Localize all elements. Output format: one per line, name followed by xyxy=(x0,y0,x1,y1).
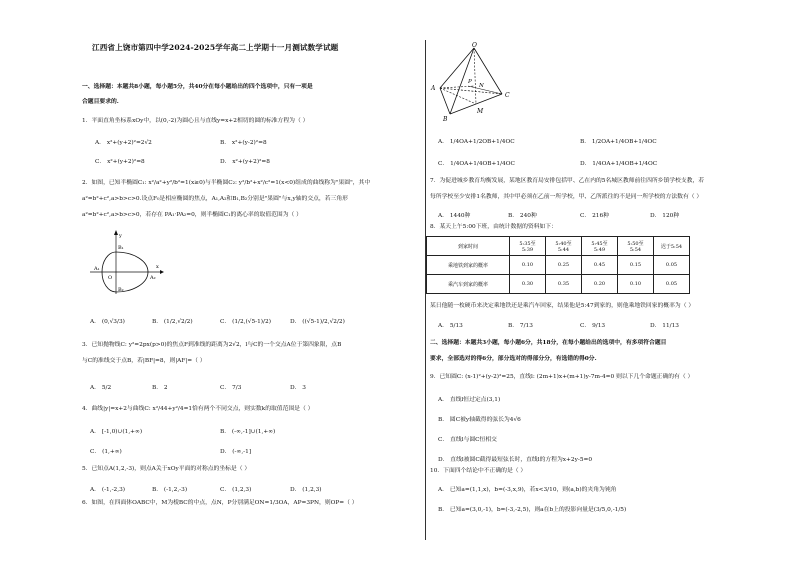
q1-option-a: A． x²+(y+2)²=2√2 xyxy=(95,140,152,146)
q7-option-c: C． 216种 xyxy=(580,213,609,219)
table-row xyxy=(427,275,690,294)
q9-option-d: D． 直线l被圆C截得最短弦长时，直线l的方程为x+2y-5=0 xyxy=(438,457,593,463)
q2-option-d: D． ((√5-1)/2,√2/2) xyxy=(290,319,345,325)
arrival-probability-table xyxy=(426,236,690,294)
edge-ac-hidden xyxy=(440,88,502,94)
q7-option-b: B． 240种 xyxy=(508,213,537,219)
section2-heading-cont: 要求，全部选对的得6分，部分选对的得部分分，有选错的得0分. xyxy=(430,356,597,362)
q7-option-a: A． 1440种 xyxy=(438,213,471,219)
q4-option-c: C． (1,+∞) xyxy=(90,449,122,455)
q8-stem: 8．某天上午5:00下班，由统计数据的资料如下： xyxy=(430,224,557,230)
q3-option-a: A． 5/2 xyxy=(90,385,112,391)
q3-stem-line1: 3．已知抛物线C: y²=2px(p>0)的焦点F到准线的距离为2√2，l与C的一个交点A位于第四象限，点B xyxy=(82,342,342,348)
label-origin: O xyxy=(108,275,113,281)
segment-om xyxy=(474,48,476,104)
label-m: M xyxy=(477,108,484,115)
q1-option-b: B． x²+(y-2)²=8 xyxy=(220,140,267,146)
q5-option-b: B． (-1,2,-3) xyxy=(152,487,188,493)
table-cell: 乘汽车到家的概率 xyxy=(427,275,510,294)
q2-option-a: A． (0,√3/3) xyxy=(90,319,125,325)
table-cell: 0.10 xyxy=(618,275,654,294)
q1-option-d: D． x²+(y+2)²=8 xyxy=(220,159,270,165)
q5-option-d: D． (1,2,3) xyxy=(290,487,322,493)
table-cell: 0.05 xyxy=(654,256,690,275)
table-cell: 0.20 xyxy=(582,275,618,294)
label-n: N xyxy=(479,83,484,89)
table-cell: 0.10 xyxy=(510,256,546,275)
q4-option-d: D． (-∞,-1] xyxy=(220,449,252,455)
q2-stem-line1: 2．如图，已知半椭圆C₁: x²/a²+y²/b²=1(x≥0)与半椭圆C₂: y²/b²+x²/c²=1(x<0)组成的曲线称为"果圆"，其中 xyxy=(82,180,371,186)
q5-option-a: A． (-1,-2,3) xyxy=(90,487,126,493)
q2-stem-line3: a²=b²+c²,a>b>c>0，若存在 PA₁·PA₂=0，则半椭圆C₁的离心率的取值范围为（ ） xyxy=(82,212,302,218)
q3-option-c: C． 7/3 xyxy=(220,385,242,391)
q6-option-b: B． 1/2OA+1/4OB+1/4OC xyxy=(580,139,657,145)
q7-stem-line1: 7．为促进城乡教育均衡发展，某地区教育局安排包括甲、乙在内的5名城区教师前往四所乡镇学校支教，若 xyxy=(430,178,705,184)
q9-stem: 9．已知圆C: (x-1)²+(y-2)²=25，直线l: (2m+1)x+(m+1)y-7m-4=0 则以下几个命题正确的有（ ） xyxy=(430,374,694,380)
label-x: x xyxy=(156,264,159,270)
section1-heading: 一、选择题：本题共8小题，每小题5分，共40分在每小题给出的四个选项中，只有一项是 xyxy=(82,84,313,90)
q5-stem: 5．已知点A(1,2,-3)，则点A关于xOy平面的对称点的坐标是（ ） xyxy=(82,466,251,472)
table-cell: 0.25 xyxy=(546,256,582,275)
q8-option-a: A． 5/13 xyxy=(438,323,463,329)
q1-stem: 1．平面直角坐标系xOy中，以(0,-2)为圆心且与直线y=x+2相切的圆的标准方程为（ ） xyxy=(82,118,309,124)
q4-option-b: B． (-∞,-1]∪(1,+∞) xyxy=(220,429,276,435)
table-cell: 0.15 xyxy=(618,256,654,275)
label-b2: B₂ xyxy=(118,287,124,293)
label-y: y xyxy=(119,233,122,239)
table-header-cell: 5:45至5:49 xyxy=(582,237,618,256)
label-c: C xyxy=(505,92,510,99)
q8-option-d: D． 11/13 xyxy=(650,323,679,329)
table-header-row xyxy=(427,237,690,256)
q6-option-a: A． 1/4OA+1/2OB+1/4OC xyxy=(438,139,515,145)
q8-stem-line2: 某日他随一枚硬币来决定乘地铁还是乘汽车回家，结果他是5:47到家的，则他乘地铁回家的概率为（ ） xyxy=(430,303,695,309)
q7-option-d: D． 120种 xyxy=(650,213,680,219)
edge-ab xyxy=(440,88,450,114)
q4-option-a: A． [-1,0)∪(1,+∞) xyxy=(90,429,143,435)
table-header-cell: 5:50至5:54 xyxy=(618,237,654,256)
q6-stem: 6．如图，在四面体OABC中，M为棱BC的中点，点N，P分别满足ON=1/3OA，AP=3PN，则OP=（ ） xyxy=(82,500,358,506)
q2-option-b: B． (1/2,√2/2) xyxy=(152,319,193,325)
q8-option-b: B． 7/13 xyxy=(508,323,533,329)
table-cell: 0.45 xyxy=(582,256,618,275)
q8-option-c: C． 9/13 xyxy=(580,323,606,329)
label-o: O xyxy=(472,42,477,49)
q10-stem: 10．下面四个结论中不正确的是（ ） xyxy=(430,468,527,474)
x-axis-arrow xyxy=(160,270,164,274)
table-header-cell: 迟于5:54 xyxy=(654,237,690,256)
table-cell: 0.30 xyxy=(510,275,546,294)
exam-title: 江西省上饶市第四中学2024-2025学年高二上学期十一月测试数学试题 xyxy=(92,43,339,52)
q9-option-b: B． 圆C被y轴截得的弦长为4√6 xyxy=(438,417,521,423)
label-a: A xyxy=(431,85,436,92)
q10-option-a: A． 已知a=(1,1,x)，b=(-3,x,9)，若x<3/10，则(a,b)的夹角为钝角 xyxy=(438,487,617,493)
section2-heading: 二、选择题：本题共3小题，每小题6分，共18分，在每小题给出的选项中，有多项符合题目 xyxy=(430,340,667,346)
fruit-ellipse-figure xyxy=(88,230,164,296)
label-a1: A₁ xyxy=(94,266,100,272)
label-p: P xyxy=(468,79,472,85)
q4-stem: 4．曲线|y|=x+2与曲线C: x²/44+y²/4=1恰有两个不同交点，则实数k的取值范围是（ ） xyxy=(82,406,314,412)
label-b1: B₁ xyxy=(118,245,124,251)
q1-option-c: C． x²+(y+2)²=8 xyxy=(95,159,145,165)
q3-option-d: D． 3 xyxy=(290,385,306,391)
table-cell: 乘地铁到家的概率 xyxy=(427,256,510,275)
table-header-cell: 5:40至5:44 xyxy=(546,237,582,256)
table-cell: 0.35 xyxy=(546,275,582,294)
q6-option-d: D． 1/4OA+1/4OB+1/4OC xyxy=(580,161,658,167)
tetrahedron-figure xyxy=(428,42,518,122)
table-row xyxy=(427,256,690,275)
q2-stem-line2: a²=b²+c²,a>b>c>0.设点F₀是相应椭圆的焦点，A₁,A₂和B₁,B₂分别是"果圆"与x,y轴的交点，若三角形 xyxy=(82,196,348,202)
label-a2: A₂ xyxy=(150,275,156,281)
section1-heading-cont: 合题目要求的. xyxy=(82,99,119,105)
table-cell: 0.05 xyxy=(654,275,690,294)
q10-option-b: B． 已知a=(3,0,-1)，b=(-3,-2,5)，则a在b上的投影向量是(3/5,0,-1/5) xyxy=(438,507,627,513)
q7-stem-line2: 每所学校至少安排1名教师，其中甲必须在乙前一所学校，甲、乙所派往的不是同一所学校的方法数有（ ） xyxy=(430,194,703,200)
q2-option-c: C． (1/2,(√5-1)/2) xyxy=(220,319,271,325)
table-header-cell: 5:35至5:39 xyxy=(510,237,546,256)
q9-option-c: C． 直线l与圆C恒相交 xyxy=(438,437,497,443)
q9-option-a: A． 直线l恒过定点(3,1) xyxy=(438,397,501,403)
y-axis-arrow xyxy=(114,230,118,235)
table-header-cell: 到家时间 xyxy=(427,237,510,256)
segment-pc xyxy=(468,86,502,94)
q3-option-b: B． 2 xyxy=(152,385,168,391)
q3-stem-line2: 与C的准线交于点B，若|BF|=8，则|AF|=（ ） xyxy=(82,358,206,364)
q6-option-c: C． 1/4OA+1/4OB+1/4OC xyxy=(438,161,515,167)
q5-option-c: C． (1,2,3) xyxy=(220,487,252,493)
label-b: B xyxy=(443,116,448,122)
